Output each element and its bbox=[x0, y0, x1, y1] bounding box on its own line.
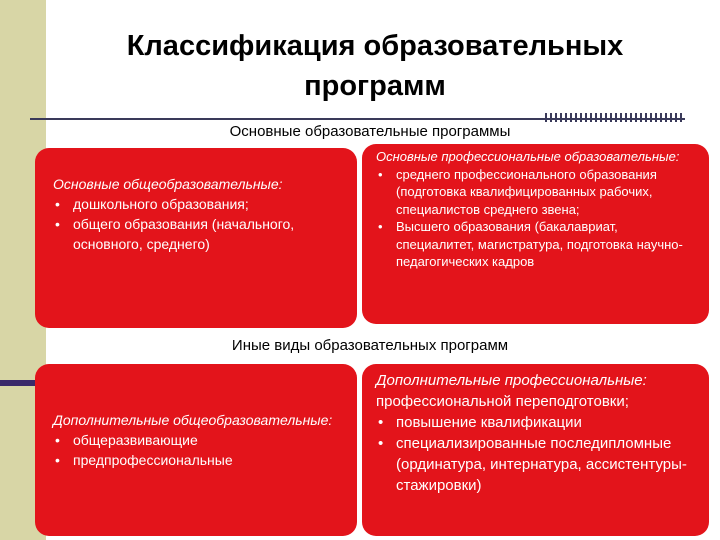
list-item: • дошкольного образования; bbox=[53, 194, 343, 214]
list-item: • общего образования (начального, основного, среднего) bbox=[53, 214, 343, 254]
box-heading: Основные общеобразовательные: bbox=[53, 176, 283, 192]
box-main-general bbox=[35, 148, 357, 328]
section-label-other: Иные виды образовательных программ bbox=[231, 337, 509, 354]
box-list bbox=[376, 166, 699, 271]
box-additional-general bbox=[35, 364, 357, 536]
box-list bbox=[53, 430, 343, 470]
box-subheading: профессиональной переподготовки; bbox=[376, 393, 629, 410]
section-label-main: Основные образовательные программы bbox=[229, 123, 511, 140]
box-list bbox=[53, 194, 343, 254]
list-item: • общеразвивающие bbox=[53, 430, 343, 450]
list-item: • повышение квалификации bbox=[376, 412, 701, 433]
box-additional-professional bbox=[362, 364, 709, 536]
box-heading: Дополнительные общеобразовательные: bbox=[53, 412, 333, 428]
list-item: • специализированные последипломные (ординатура, интернатура, ассистентуры-стажировки) bbox=[376, 433, 701, 496]
box-main-professional bbox=[362, 144, 709, 324]
title-divider-dashes bbox=[545, 113, 683, 122]
list-item: • предпрофессиональные bbox=[53, 450, 343, 470]
list-item: • среднего профессионального образования (подготовка квалифицированных рабочих, специалистов среднего звена; bbox=[376, 166, 699, 219]
list-item: • Высшего образования (бакалавриат, специалитет, магистратура, подготовка научно-педагогических кадров bbox=[376, 218, 699, 271]
box-heading: Дополнительные профессиональные: bbox=[376, 372, 647, 389]
box-heading: Основные профессиональные образовательные: bbox=[376, 149, 680, 164]
box-list bbox=[376, 412, 701, 496]
page-title: Классификация образовательных программ bbox=[126, 30, 624, 102]
